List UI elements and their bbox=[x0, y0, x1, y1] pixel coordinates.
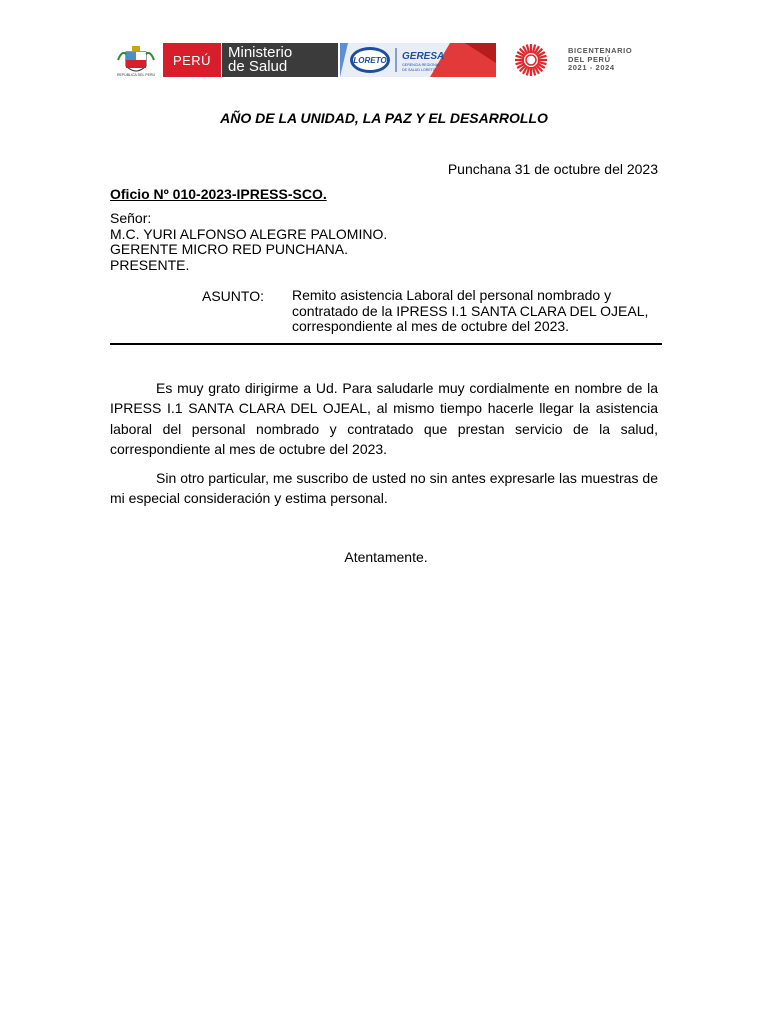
date-line: Punchana 31 de octubre del 2023 bbox=[447, 161, 658, 177]
peru-label: PERÚ bbox=[172, 52, 212, 68]
minsa-line1: Ministerio bbox=[228, 44, 293, 61]
loreto-label: LORETO bbox=[353, 56, 387, 65]
year-title: AÑO DE LA UNIDAD, LA PAZ Y EL DESARROLLO bbox=[220, 110, 548, 126]
asunto-line1: Remito asistencia Laboral del personal nombrado y bbox=[292, 287, 612, 303]
recipient-title: GERENTE MICRO RED PUNCHANA. bbox=[110, 241, 349, 257]
recipient-name: M.C. YURI ALFONSO ALEGRE PALOMINO. bbox=[110, 225, 388, 242]
oficio-number: Oficio Nº 010-2023-IPRESS-SCO. bbox=[110, 186, 327, 202]
geresa-sub1: GERENCIA REGIONAL bbox=[402, 63, 441, 67]
minsa-line2: de Salud bbox=[228, 58, 288, 75]
ministerio-de-salud-logo bbox=[222, 43, 338, 77]
bicentenario-line3: 2021 - 2024 bbox=[568, 63, 615, 72]
geresa-sub2: DE SALUD LORETO bbox=[402, 68, 436, 72]
geresa-label: GERESA bbox=[402, 51, 445, 62]
body-paragraph-2: Sin otro particular, me suscribo de usted no sin antes expresarle las muestras de mi especial consideración y estima personal. bbox=[110, 470, 658, 507]
divider-line bbox=[110, 343, 662, 345]
asunto-text bbox=[292, 288, 662, 335]
salutation: Señor: bbox=[110, 210, 152, 226]
geresa-loreto-logo bbox=[340, 43, 496, 77]
bicentenario-line2: DEL PERÚ bbox=[568, 54, 611, 64]
body-paragraph-1: Es muy grato dirigirme a Ud. Para saludarle muy cordialmente en nombre de la IPRESS I.1 SANTA CLARA DEL OJEAL, al mismo tiempo hacerle llegar la asistencia laboral del personal nombrado y contratado que prestan servicio de la salud, correspondiente al mes de octubre del 2023. bbox=[110, 380, 658, 457]
closing: Atentamente. bbox=[344, 549, 428, 565]
bicentenario-label bbox=[568, 47, 632, 73]
asunto-label: ASUNTO: bbox=[202, 288, 264, 304]
asunto-line2: contratado de la IPRESS I.1 SANTA CLARA DEL OJEAL, bbox=[292, 302, 649, 319]
bicentenario-line1: BICENTENARIO bbox=[568, 46, 633, 55]
peru-coat-of-arms-icon bbox=[112, 42, 160, 78]
peru-brand-label bbox=[163, 43, 221, 77]
sun-core bbox=[526, 55, 536, 65]
presente: PRESENTE. bbox=[110, 256, 190, 273]
svg-text:REPÚBLICA DEL PERÚ: REPÚBLICA DEL PERÚ bbox=[117, 73, 155, 77]
recipient-block bbox=[110, 211, 387, 273]
asunto-line3: correspondiente al mes de octubre del 2023. bbox=[292, 318, 570, 334]
bicentenario-sun-icon bbox=[500, 43, 562, 77]
